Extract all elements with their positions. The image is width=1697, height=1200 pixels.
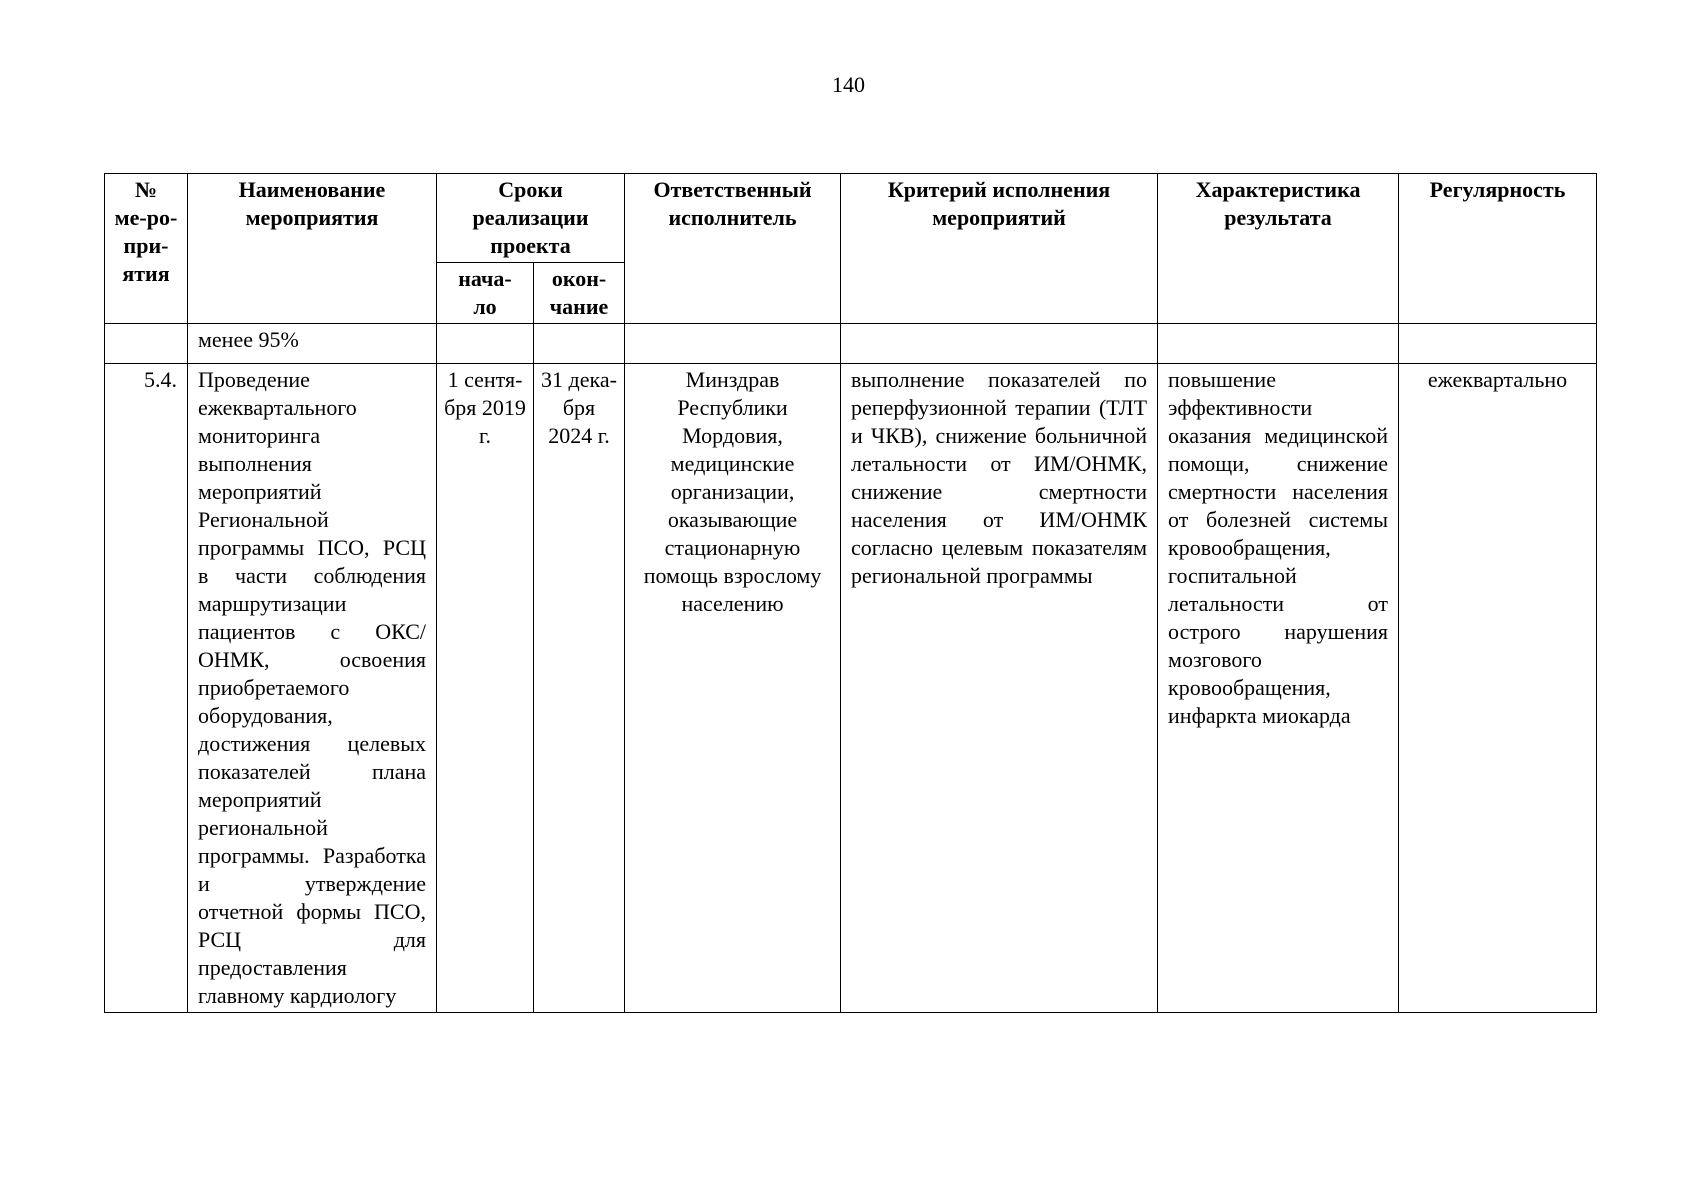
page-number: 140 bbox=[832, 72, 865, 97]
cell-responsible: Минздрав Республики Мордовия, медицинские организации, оказывающие стационарную помощь взрослому населению bbox=[625, 364, 841, 1013]
cell-num bbox=[105, 324, 188, 364]
cell-regularity: ежеквартально bbox=[1399, 364, 1597, 1013]
header-criterion: Критерий исполнения мероприятий bbox=[841, 174, 1158, 324]
table-row bbox=[105, 364, 1597, 1013]
header-row-1 bbox=[105, 174, 1597, 263]
header-end: окон-чание bbox=[534, 263, 625, 324]
header-num: № ме-ро-при-ятия bbox=[105, 174, 188, 324]
cell-end bbox=[534, 324, 625, 364]
cell-end: 31 дека-бря 2024 г. bbox=[534, 364, 625, 1013]
cell-name: Проведение ежеквартального мониторинга выполнения мероприятий Региональной программы ПСО, РСЦ в части соблюдения маршрутизации пациентов с ОКС/ОНМК, освоения приобретаемого оборудования, достижения целевых показателей плана мероприятий региональной программы. Разработка и утверждение отчетной формы ПСО, РСЦ для предоставления главному кардиологу bbox=[188, 364, 437, 1013]
header-characteristic: Характеристика результата bbox=[1158, 174, 1399, 324]
cell-start: 1 сентя-бря 2019 г. bbox=[437, 364, 534, 1013]
continuation-row bbox=[105, 324, 1597, 364]
header-start: нача-ло bbox=[437, 263, 534, 324]
cell-num: 5.4. bbox=[105, 364, 188, 1013]
cell-characteristic: повышение эффективности оказания медицинской помощи, снижение смертности населения от болезней системы кровообращения, госпитальной летальности от острого нарушения мозгового кровообращения, инфаркта миокарда bbox=[1158, 364, 1399, 1013]
header-responsible: Ответственный исполнитель bbox=[625, 174, 841, 324]
cell-name: менее 95% bbox=[188, 324, 437, 364]
activities-table bbox=[104, 173, 1597, 1013]
header-regularity: Регулярность bbox=[1399, 174, 1597, 324]
cell-regularity bbox=[1399, 324, 1597, 364]
header-terms: Сроки реализации проекта bbox=[437, 174, 625, 263]
cell-criterion: выполнение показателей по реперфузионной терапии (ТЛТ и ЧКВ), снижение больничной летальности от ИМ/ОНМК, снижение смертности населения от ИМ/ОНМК согласно целевым показателям региональной программы bbox=[841, 364, 1158, 1013]
header-name: Наименование мероприятия bbox=[188, 174, 437, 324]
cell-responsible bbox=[625, 324, 841, 364]
cell-characteristic bbox=[1158, 324, 1399, 364]
cell-start bbox=[437, 324, 534, 364]
cell-criterion bbox=[841, 324, 1158, 364]
